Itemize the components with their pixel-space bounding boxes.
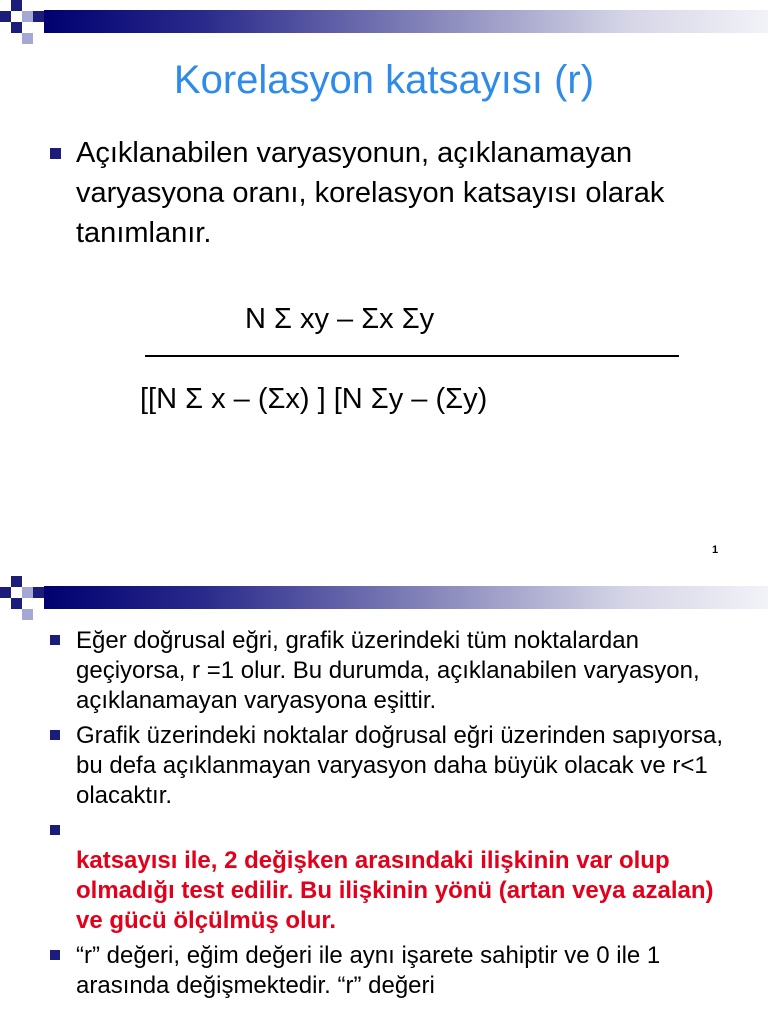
header-square-icon bbox=[22, 587, 33, 598]
fraction-line bbox=[145, 355, 679, 357]
slide-title: Korelasyon katsayısı (r) bbox=[173, 58, 595, 102]
bullet-item bbox=[50, 721, 740, 811]
page-number: 1 bbox=[712, 544, 719, 556]
header-square-icon bbox=[0, 587, 11, 598]
header-square-icon bbox=[22, 609, 33, 620]
header-square-icon bbox=[0, 11, 11, 22]
square-bullet-icon bbox=[50, 730, 60, 740]
square-bullet-icon bbox=[50, 825, 60, 835]
slide-2 bbox=[0, 576, 768, 1024]
header-square-icon bbox=[33, 587, 44, 598]
bullet-text: Eğer doğrusal eğri, grafik üzerindeki tüm noktalardan geçiyorsa, r =1 olur. Bu durumda, açıklanabilen varyasyon, açıklanamayan varyasyona eşittir. bbox=[76, 627, 700, 714]
bullet-text bbox=[76, 816, 740, 846]
bullet-list bbox=[50, 626, 740, 1006]
header-square-icon bbox=[22, 33, 33, 44]
header-decoration bbox=[0, 0, 768, 46]
formula-numerator: N Σ xy – Σx Σy bbox=[245, 303, 435, 335]
square-bullet-icon bbox=[50, 635, 60, 645]
bullet-text: Grafik üzerindeki noktalar doğrusal eğri üzerinden sapıyorsa, bu defa açıklanmayan varyasyon daha büyük olacak ve r<1 olacaktır. bbox=[76, 722, 724, 809]
bullet-text: Açıklanabilen varyasyonun, açıklanamayan varyasyona oranı, korelasyon katsayısı olarak tanımlanır. bbox=[76, 137, 665, 249]
header-decoration bbox=[0, 576, 768, 622]
header-square-icon bbox=[11, 22, 22, 33]
header-gradient-bar bbox=[44, 10, 768, 33]
bullet-item bbox=[50, 626, 740, 716]
bullet-text: “r” değeri, eğim değeri ile aynı işarete sahiptir ve 0 ile 1 arasında değişmektedir. “r” değeri bbox=[76, 942, 661, 999]
bullet-item bbox=[50, 133, 690, 253]
header-square-icon bbox=[22, 11, 33, 22]
formula-denominator: [[N Σ x – (Σx) ] [N Σy – (Σy) bbox=[140, 383, 488, 415]
highlight-text: katsayısı ile, 2 değişken arasındaki ilişkinin var olup olmadığı test edilir. Bu ilişkinin yönü (artan veya azalan) ve gücü ölçülmüş olur. bbox=[76, 847, 714, 934]
bullet-item bbox=[50, 941, 740, 1001]
header-square-icon bbox=[11, 576, 22, 587]
header-square-icon bbox=[33, 11, 44, 22]
square-bullet-icon bbox=[50, 148, 61, 159]
header-square-icon bbox=[11, 598, 22, 609]
header-gradient-bar bbox=[44, 586, 768, 609]
bullet-item bbox=[50, 816, 740, 936]
header-square-icon bbox=[11, 0, 22, 11]
bullet-list bbox=[50, 133, 690, 253]
square-bullet-icon bbox=[50, 950, 60, 960]
